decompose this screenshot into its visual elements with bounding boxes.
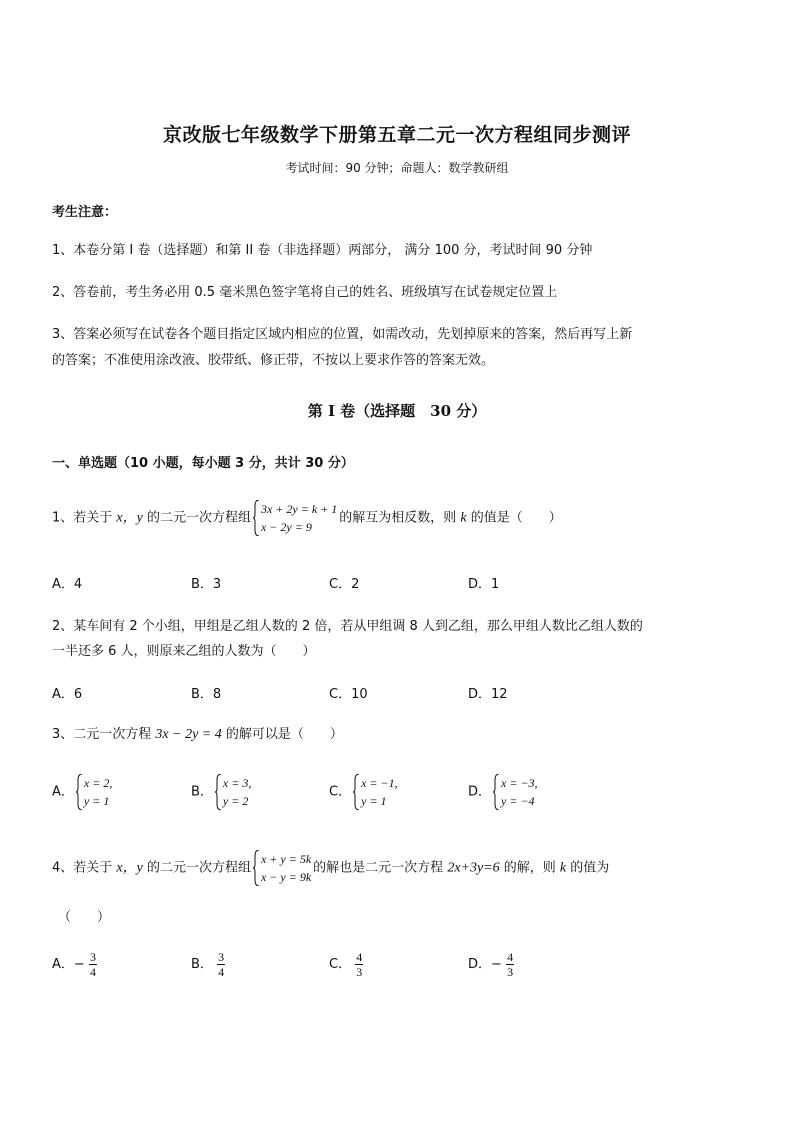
question-text: 的解，则 xyxy=(499,860,560,876)
notice-item-3-continued: 的答案；不准使用涂改液、胶带纸、修正带，不按以上要求作答的答案无效。 xyxy=(52,353,495,368)
option-label: B． xyxy=(191,957,213,972)
option-label: D． xyxy=(468,957,492,972)
question-text: 的二元一次方程组 xyxy=(142,510,251,526)
solution-line: x = 3, xyxy=(222,776,252,790)
numerator: 3 xyxy=(218,950,225,964)
solution-line: x = 2, xyxy=(83,776,113,790)
question-text: 的解互为相反数，则 xyxy=(339,510,461,526)
brace-icon xyxy=(215,774,221,810)
option-c[interactable]: C．2 xyxy=(329,577,360,592)
notice-item-2: 2、答卷前，考生务必用 0.5 毫米黑色签字笔将自己的姓名、班级填写在试卷规定位置上 xyxy=(52,285,558,300)
question-text: 的解也是二元一次方程 xyxy=(313,860,448,876)
option-b[interactable]: B．8 xyxy=(191,687,222,702)
equation-system xyxy=(253,850,311,886)
math-vars: x，y xyxy=(116,510,143,526)
option-b[interactable]: B．3 xyxy=(191,577,222,592)
question-2-line-2: 一半还多 6 人，则原来乙组的人数为（ ） xyxy=(52,644,316,659)
question-text: 的值为 xyxy=(566,860,610,876)
option-label: D． xyxy=(468,784,492,800)
numerator: 3 xyxy=(89,950,96,964)
minus-sign: − xyxy=(73,957,85,972)
question-2-line-1: 2、某车间有 2 个小组，甲组是乙组人数的 2 倍，若从甲组调 8 人到乙组，那么甲组人数比乙组人数的 xyxy=(52,619,643,634)
solution-system xyxy=(493,774,538,810)
brace-icon xyxy=(353,774,359,810)
part-heading: 一、单选题（10 小题，每小题 3 分，共计 30 分） xyxy=(52,456,354,471)
question-text: 的解可以是（ ） xyxy=(221,727,343,742)
minus-sign: − xyxy=(491,957,502,972)
option-label: B． xyxy=(191,784,213,800)
question-text: 4、若关于 xyxy=(52,860,117,876)
equation-line: x − y = 9k xyxy=(260,870,312,884)
option-d[interactable]: D．12 xyxy=(468,687,508,702)
brace-icon xyxy=(493,774,499,810)
numerator: 4 xyxy=(507,950,514,964)
notice-heading: 考生注意： xyxy=(52,205,118,220)
question-4 xyxy=(52,850,609,886)
brace-icon xyxy=(76,774,82,810)
notice-item-3: 3、答案必须写在试卷各个题目指定区域内相应的位置，如需改动，先划掉原来的答案，然后再写上新 xyxy=(52,327,633,342)
equation: 3x − 2y = 4 xyxy=(155,727,222,742)
equation: 2x+3y=6 xyxy=(447,860,500,876)
denominator: 4 xyxy=(218,965,225,979)
option-c[interactable] xyxy=(329,950,363,979)
question-text: 的值是（ ） xyxy=(466,510,562,526)
denominator: 3 xyxy=(507,965,514,979)
question-text: 3、二元一次方程 xyxy=(52,727,156,742)
fraction xyxy=(506,950,514,979)
option-label: A． xyxy=(52,784,74,800)
equation-line: x − 2y = 9 xyxy=(260,520,312,534)
solution-line: y = 2 xyxy=(222,794,249,808)
equation-line: 3x + 2y = k + 1 xyxy=(260,502,338,516)
option-b[interactable] xyxy=(191,950,225,979)
option-a[interactable] xyxy=(52,774,114,810)
option-c[interactable] xyxy=(329,774,400,810)
option-d[interactable] xyxy=(468,950,514,979)
denominator: 3 xyxy=(356,965,363,979)
document-title: 京改版七年级数学下册第五章二元一次方程组同步测评 xyxy=(162,124,631,146)
math-var: k xyxy=(460,510,467,526)
notice-item-1: 1、本卷分第 I 卷（选择题）和第 II 卷（非选择题）两部分， 满分 100 分，考试时间 90 分钟 xyxy=(52,243,593,258)
math-vars: x，y xyxy=(116,860,143,876)
equation-line: x + y = 5k xyxy=(260,852,312,866)
option-c[interactable]: C．10 xyxy=(329,687,368,702)
fraction xyxy=(355,950,363,979)
exam-info: 考试时间：90 分钟；命题人：数学教研组 xyxy=(285,161,509,175)
numerator: 4 xyxy=(356,950,363,964)
question-text: 1、若关于 xyxy=(52,510,117,526)
question-3 xyxy=(52,723,343,743)
option-d[interactable] xyxy=(468,774,540,810)
brace-icon xyxy=(253,850,259,886)
brace-icon xyxy=(253,500,259,536)
solution-line: x = −1, xyxy=(361,776,398,790)
option-a[interactable] xyxy=(52,950,97,979)
denominator: 4 xyxy=(89,965,96,979)
solution-system xyxy=(215,774,251,810)
question-4-answer-bracket: （ ） xyxy=(58,910,111,925)
math-var: k xyxy=(559,860,567,876)
solution-line: x = −3, xyxy=(501,776,538,790)
solution-line: y = 1 xyxy=(83,794,110,808)
option-a[interactable]: A．6 xyxy=(52,687,83,702)
option-b[interactable] xyxy=(191,774,253,810)
option-label: A． xyxy=(52,957,74,972)
section-title: 第 I 卷（选择题 30 分） xyxy=(307,402,487,420)
solution-system xyxy=(353,774,398,810)
option-a[interactable]: A．4 xyxy=(52,577,83,592)
question-text: 的二元一次方程组 xyxy=(142,860,251,876)
solution-line: y = −4 xyxy=(501,794,535,808)
fraction xyxy=(89,950,97,979)
option-label: C． xyxy=(329,784,352,800)
question-1 xyxy=(52,500,562,536)
option-label: C． xyxy=(329,957,352,972)
equation-system xyxy=(253,500,337,536)
solution-system xyxy=(76,774,112,810)
fraction xyxy=(217,950,225,979)
option-d[interactable]: D．1 xyxy=(468,577,500,592)
solution-line: y = 1 xyxy=(361,794,387,808)
